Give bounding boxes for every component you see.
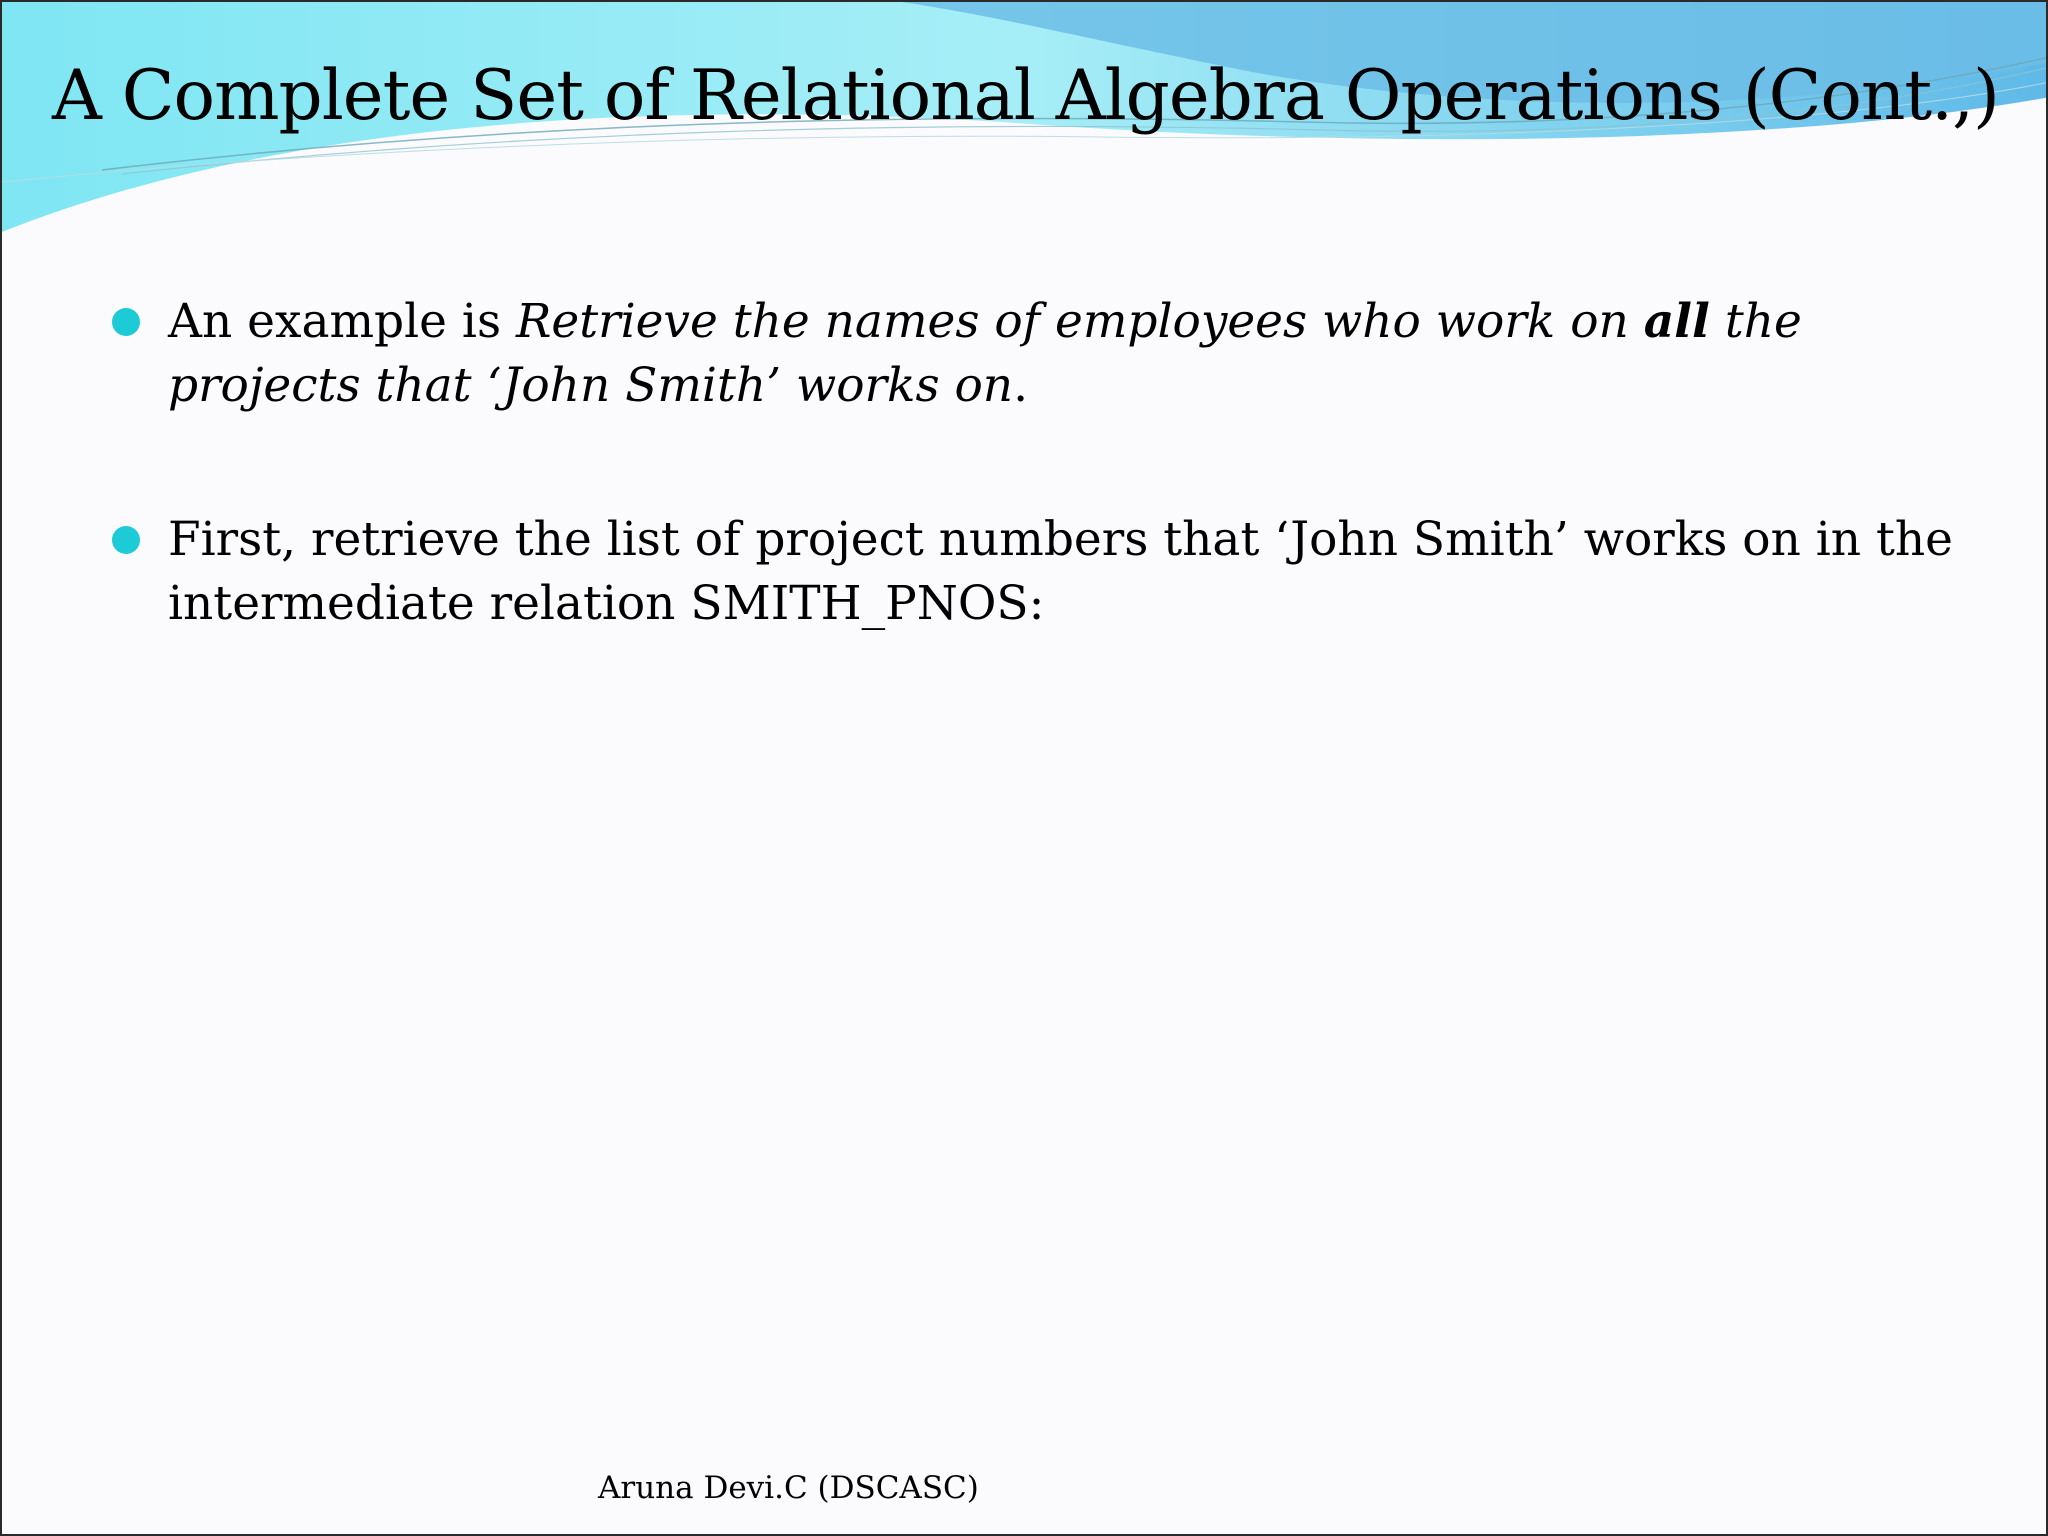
slide-title: A Complete Set of Relational Algebra Operations (Cont.,) <box>52 56 1999 136</box>
bullet-dot-icon <box>112 308 140 336</box>
bullet-list <box>112 290 1962 726</box>
bullet-dot-icon <box>112 526 140 554</box>
bullet-text-italic-1: Retrieve the names of employees who work on <box>516 294 1644 349</box>
bullet-item-first-step <box>112 508 1962 636</box>
bullet-text-prefix: An example is <box>168 294 517 349</box>
bullet-text: First, retrieve the list of project numbers that ‘John Smith’ works on in the intermediate relation SMITH_PNOS: <box>168 512 1953 631</box>
bullet-text-italic-2: the projects that ‘John Smith’ works on <box>168 294 1802 413</box>
bullet-item-example <box>112 290 1962 418</box>
bullet-text-suffix: . <box>1013 358 1029 413</box>
slide-footer: Aruna Devi.C (DSCASC) <box>598 1470 979 1506</box>
bullet-text-bold: all <box>1643 294 1710 349</box>
